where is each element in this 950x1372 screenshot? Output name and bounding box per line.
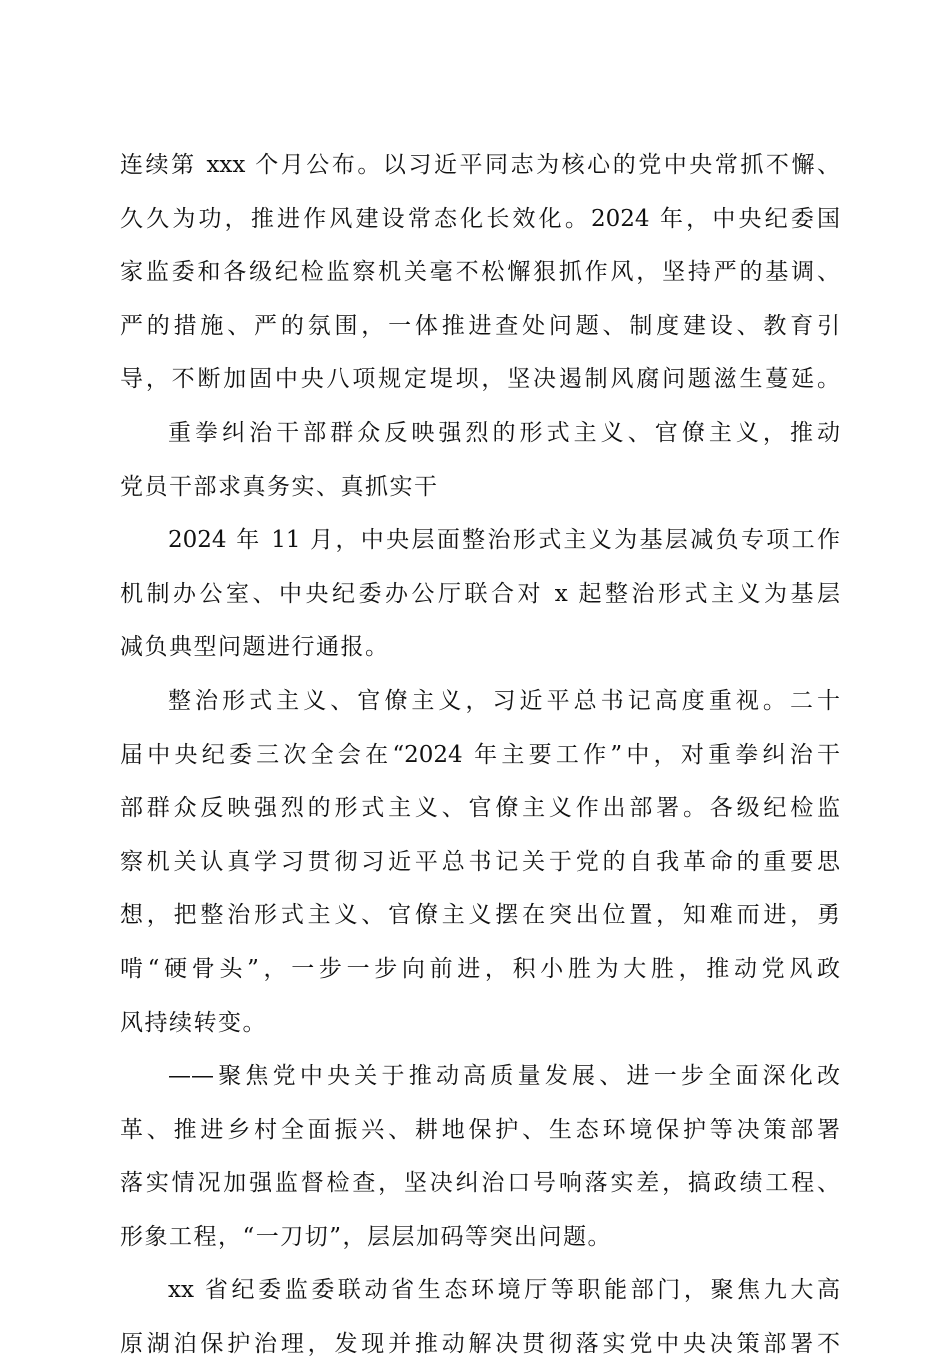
text-line: 久久为功，推进作风建设常态化长效化。2024 年，中央纪委国 [120, 205, 840, 232]
section-heading-line: 党员干部求真务实、真抓实干 [120, 473, 439, 500]
document-body [120, 139, 840, 1372]
text-line: 届中央纪委三次全会在“2024 年主要工作”中，对重拳纠治干 [120, 741, 840, 768]
text-line: 减负典型问题进行通报。 [120, 634, 390, 661]
section-heading-line: 重拳纠治干部群众反映强烈的形式主义、官僚主义，推动 [168, 419, 840, 446]
text-line: 导，不断加固中央八项规定堤坝，坚决遏制风腐问题滋生蔓延。 [120, 366, 840, 393]
text-line: 原湖泊保护治理，发现并推动解决贯彻落实党中央决策部署不 [120, 1331, 840, 1358]
text-line: 想，把整治形式主义、官僚主义摆在突出位置，知难而进，勇 [120, 902, 840, 929]
text-line: 连续第 xxx 个月公布。以习近平同志为核心的党中央常抓不懈、 [120, 152, 840, 178]
text-line: 部群众反映强烈的形式主义、官僚主义作出部署。各级纪检监 [120, 795, 840, 822]
text-line: 机制办公室、中央纪委办公厅联合对 x 起整治形式主义为基层 [120, 580, 840, 607]
text-line: 整治形式主义、官僚主义，习近平总书记高度重视。二十 [168, 687, 840, 714]
text-line: 家监委和各级纪检监察机关毫不松懈狠抓作风，坚持严的基调、 [120, 259, 840, 286]
text-line: 察机关认真学习贯彻习近平总书记关于党的自我革命的重要思 [120, 848, 840, 875]
text-line: 2024 年 11 月，中央层面整治形式主义为基层减负专项工作 [168, 527, 840, 554]
text-line: 革、推进乡村全面振兴、耕地保护、生态环境保护等决策部署 [120, 1116, 840, 1143]
text-line: 啃“硬骨头”，一步一步向前进，积小胜为大胜，推动党风政 [120, 955, 840, 982]
text-line: ——聚焦党中央关于推动高质量发展、进一步全面深化改 [168, 1063, 840, 1090]
text-line: xx 省纪委监委联动省生态环境厅等职能部门，聚焦九大高 [168, 1277, 840, 1304]
text-line: 形象工程，“一刀切”，层层加码等突出问题。 [120, 1223, 613, 1250]
text-line: 落实情况加强监督检查，坚决纠治口号响落实差，搞政绩工程、 [120, 1170, 840, 1197]
text-line: 风持续转变。 [120, 1009, 267, 1036]
text-line: 严的措施、严的氛围，一体推进查处问题、制度建设、教育引 [120, 312, 840, 339]
